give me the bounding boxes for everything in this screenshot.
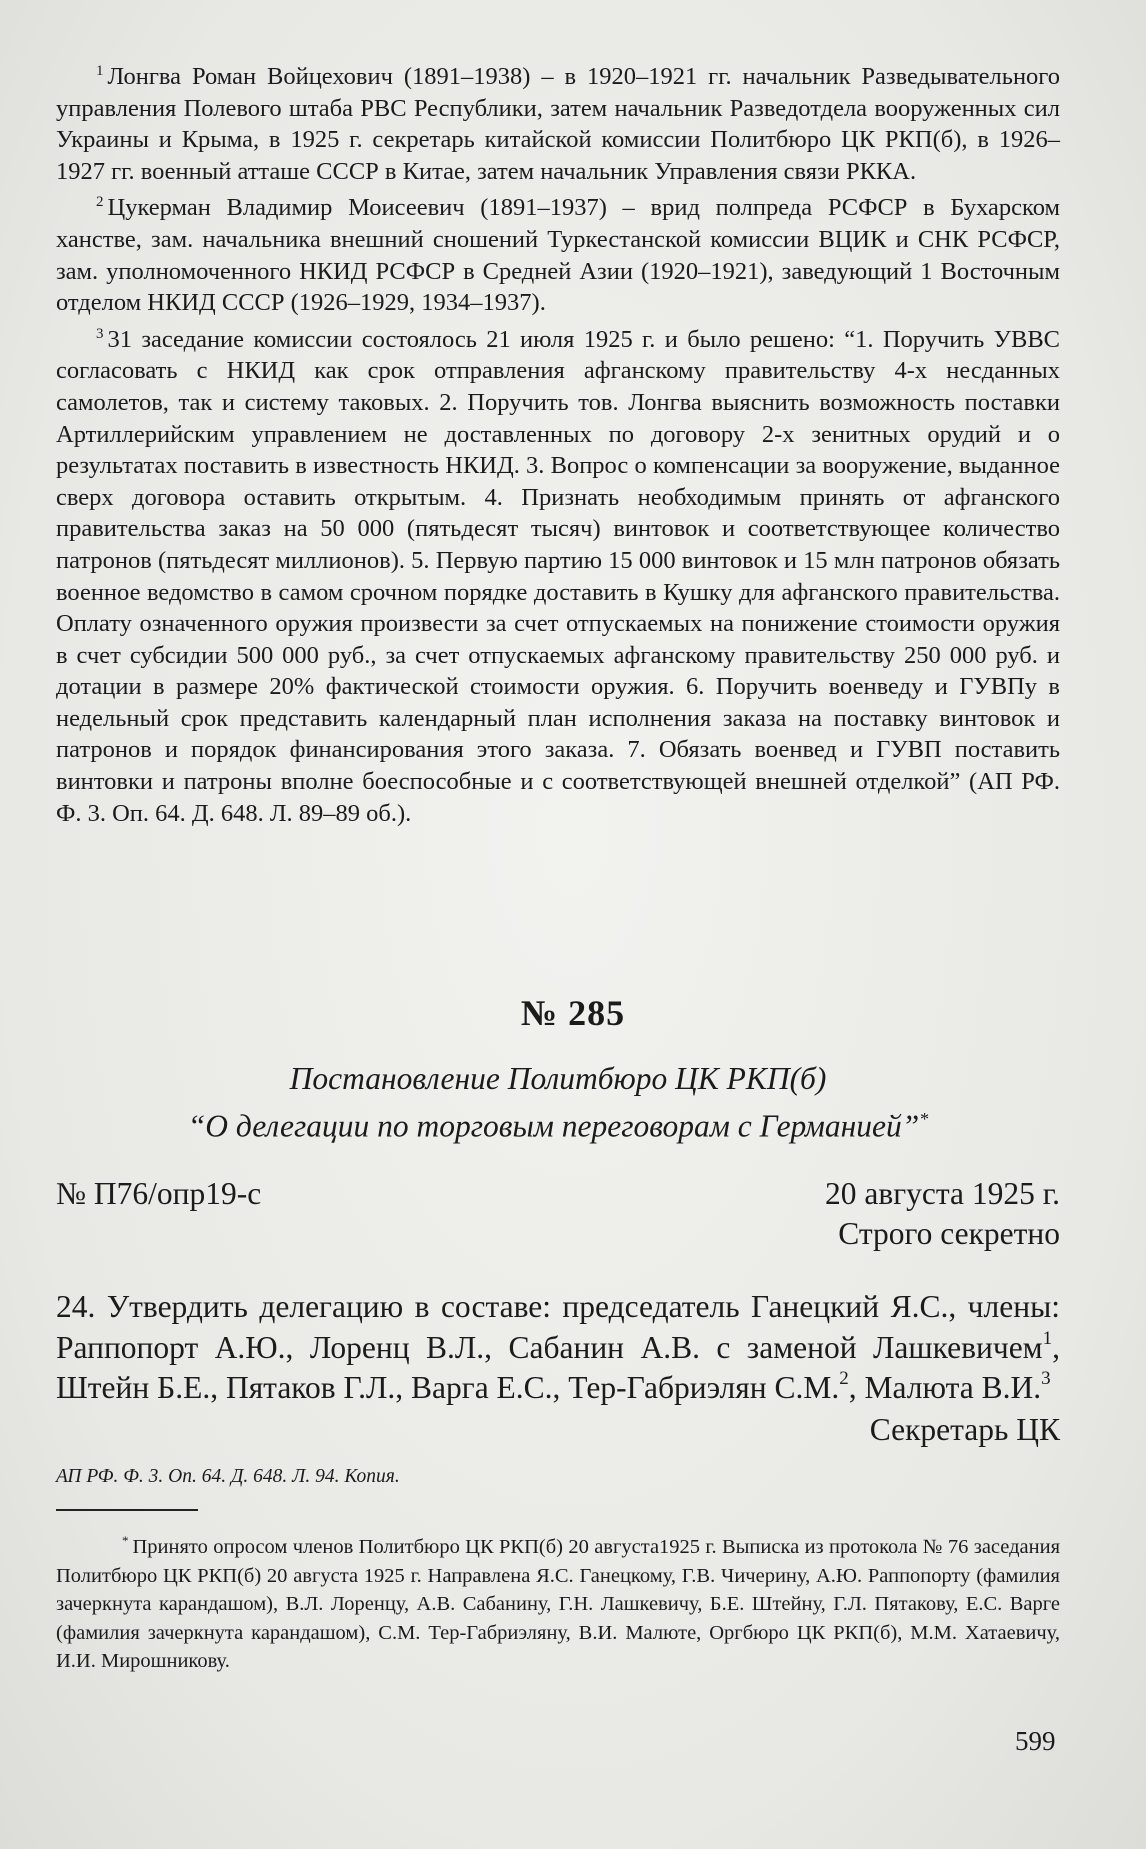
document-title-mark: *: [919, 1109, 929, 1129]
footnote-2: [56, 187, 1060, 318]
resolution-sup-3: 3: [1041, 1368, 1051, 1389]
document-title-text: “О делегации по торговым переговорам с Германией”: [187, 1108, 920, 1144]
footnote-3-mark: 3: [96, 325, 104, 342]
resolution-item-24: [56, 1287, 1060, 1409]
footnote-divider: [56, 1509, 198, 1511]
resolution-text-b: , Штейн Б.Е., Пятаков Г.Л., Варга Е.С., Тер-Габриэлян С.М.: [56, 1329, 1060, 1405]
classification: Строго секретно: [838, 1216, 1060, 1251]
asterisk-note-text: Принято опросом членов Политбюро ЦК РКП(б) 20 августа1925 г. Выписка из протокола № 76 заседания Политбюро ЦК РКП(б) 20 августа 1925 г. Направлена Я.С. Ганецкому, Г.В. Чичерину, А.Ю. Раппопорту (фамилия зачеркнута карандашом), В.Л. Лоренцу, А.В. Сабанину, Г.Н. Лашкевичу, Б.Е. Штейну, Г.Л. Пятакову, Е.С. Варге (фамилия зачеркнута карандашом), С.М. Тер-Габриэляну, В.И. Малюте, Оргбюро ЦК РКП(б), М.М. Хатаевичу, И.И. Мирошникову.: [56, 1536, 1060, 1672]
archive-source: АП РФ. Ф. 3. Оп. 64. Д. 648. Л. 94. Копия.: [56, 1466, 400, 1487]
footnote-3: [56, 319, 1060, 830]
protocol-row: [56, 1174, 1060, 1214]
document-date: 20 августа 1925 г.: [824, 1176, 1060, 1211]
document-number: № 285: [520, 993, 626, 1033]
footnotes-block: [56, 56, 1060, 829]
protocol-number: № П76/опр19-с: [56, 1176, 262, 1211]
page-number: 599: [1015, 1726, 1056, 1756]
resolution-sup-1: 1: [1042, 1327, 1053, 1349]
footnote-1-mark: 1: [96, 63, 104, 79]
footnote-2-mark: 2: [96, 194, 104, 211]
resolution-text-a: 24. Утвердить делегацию в составе: председатель Ганецкий Я.С., члены: Раппопорт А.Ю., Лоренц В.Л., Сабанин А.В. с заменой Лашкевичем: [56, 1289, 1060, 1365]
resolution-sup-2: 2: [839, 1368, 849, 1389]
asterisk-note-mark: *: [122, 1533, 129, 1548]
footnote-2-text: Цукерман Владимир Моисеевич (1891–1937) – врид полпреда РСФСР в Бухарском ханстве, зам. начальника внешний сношений Туркестанской комиссии ВЦИК и СНК РСФСР, зам. уполномоченного НКИД РСФСР в Средней Азии (1920–1921), заведующий 1 Восточным отделом НКИД СССР (1926–1929, 1934–1937).: [56, 194, 1060, 317]
footnote-3-text: 31 заседание комиссии состоялось 21 июля 1925 г. и было решено: “1. Поручить УВВС согласовать с НКИД как срок отправления афганскому правительству 4-х несданных самолетов, так и систему таковых. 2. Поручить тов. Лонгва выяснить возможность поставки Артиллерийским управлением не доставленных по договору 2-х зенитных орудий и о результатах поставить в известность НКИД. 3. Вопрос о компенсации за вооружение, выданное сверх договора оставить открытым. 4. Признать необходимым принять от афганского правительства заказ на 50 000 (пятьдесят тысяч) винтовок и соответствующее количество патронов (пятьдесят миллионов). 5. Первую партию 15 000 винтовок и 15 млн патронов обязать военное ведомство в самом срочном порядке доставить в Кушку для афганского правительства. Оплату означенного оружия произвести за счет отпускаемых на понижение стоимости оружия в счет субсидии 500 000 руб., за счет отпускаемых афганскому правительству 250 000 руб. и дотации в размере 20% фактической стоимости оружия. 6. Поручить военведу и ГУВПу в недельный срок представить календарный план исполнения заказа на поставку винтовок и патронов и порядок финансирования этого заказа. 7. Обязать военвед и ГУВП поставить винтовки и патроны вполне боеспособные и с соответствующей внешней отделкой” (АП РФ. Ф. 3. Оп. 64. Д. 648. Л. 89–89 об.).: [56, 325, 1060, 827]
asterisk-note: [56, 1527, 1060, 1676]
footnote-1: [56, 56, 1060, 187]
document-title-line1: Постановление Политбюро ЦК РКП(б): [289, 1061, 827, 1096]
document-title-line2: [56, 1099, 1060, 1147]
signature: Секретарь ЦК: [869, 1412, 1060, 1447]
footnote-1-text: Лонгва Роман Войцехович (1891–1938) – в 1920–1921 гг. начальник Разведывательного управления Полевого штаба РВС Республики, затем начальник Разведотдела вооруженных сил Украины и Крыма, в 1925 г. секретарь китайской комиссии Политбюро ЦК РКП(б), в 1926–1927 гг. военный атташе СССР в Китае, затем начальник Управления связи РККА.: [56, 63, 1060, 185]
resolution-text-c: , Малюта В.И.: [848, 1370, 1042, 1405]
